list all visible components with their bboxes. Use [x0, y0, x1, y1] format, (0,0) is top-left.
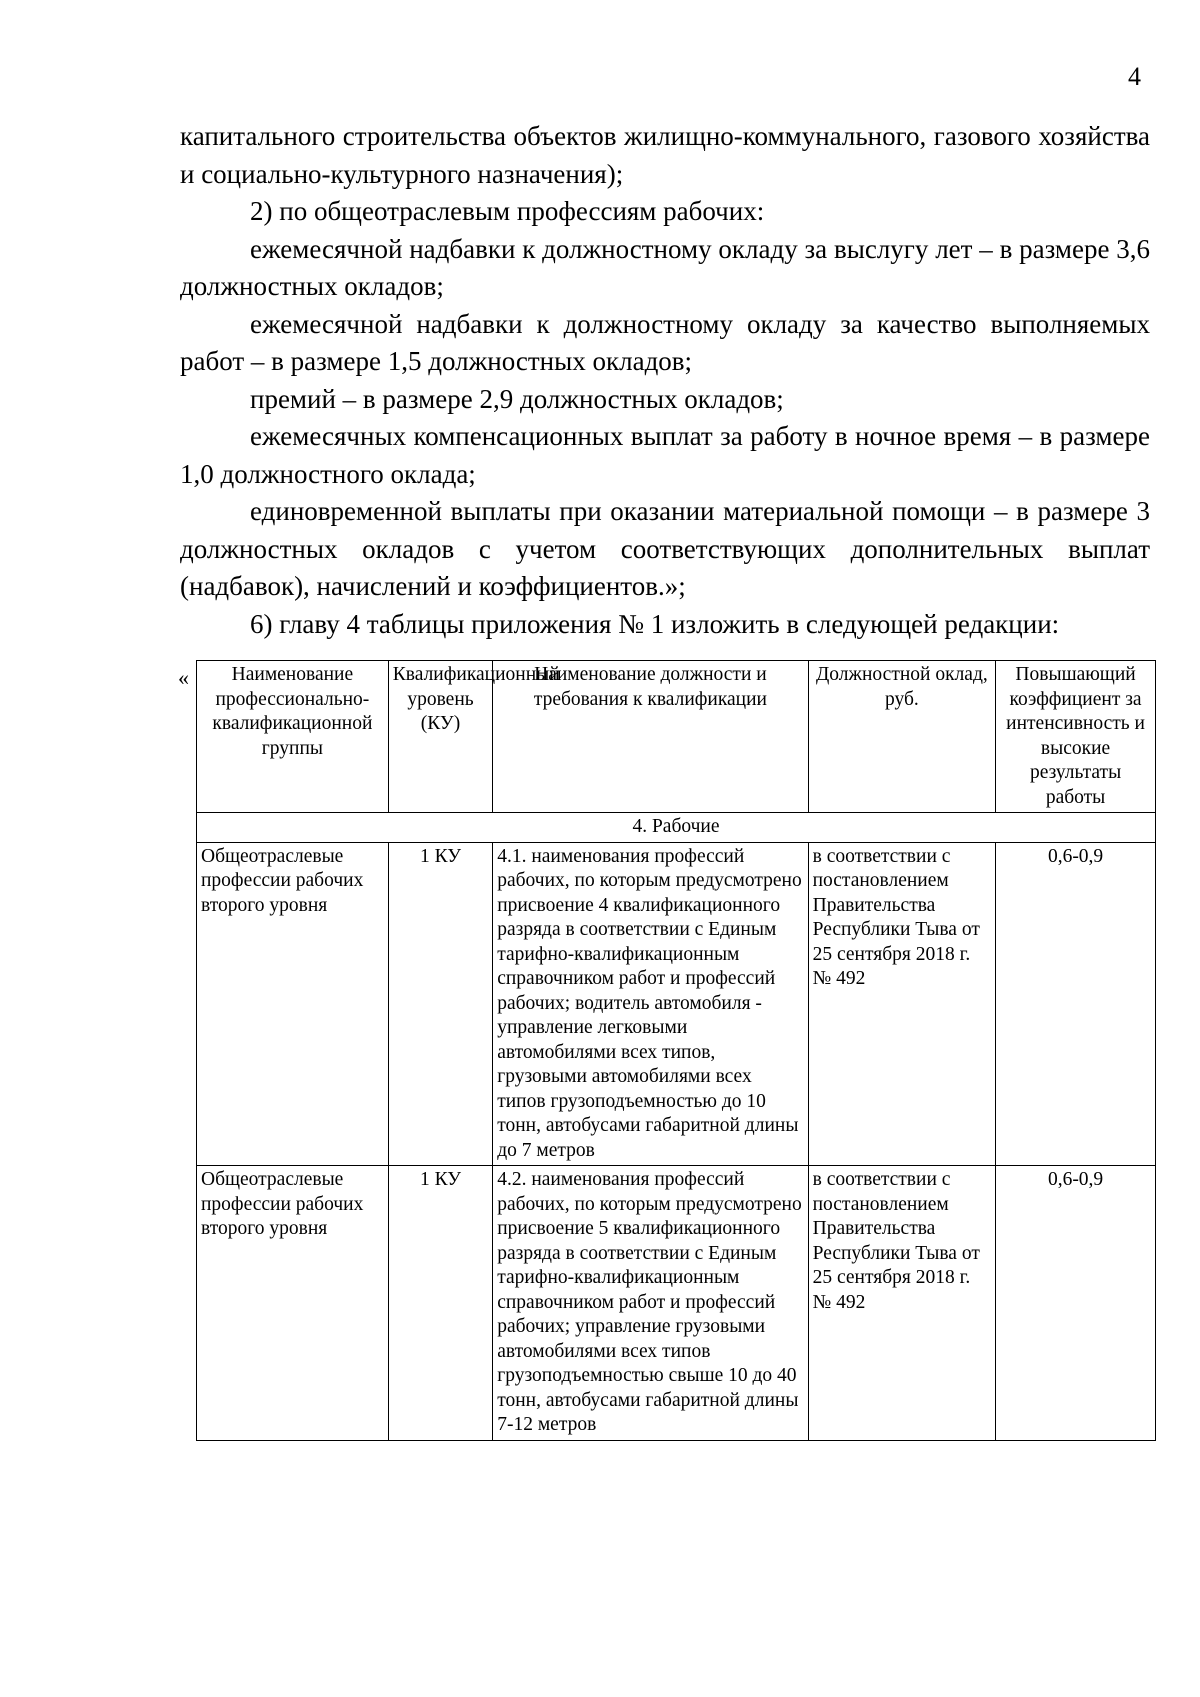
paragraph: ежемесячной надбавки к должностному окладу за качество выполняемых работ – в размере 1,5 должностных окладов;: [180, 308, 1150, 376]
qualification-table: [196, 660, 1156, 1441]
header-position: Наименование должности и требования к квалификации: [493, 661, 808, 813]
paragraph: капитального строительства объектов жилищно-коммунального, газового хозяйства и социально-культурного назначения);: [180, 121, 1150, 189]
body-text: [180, 118, 1150, 643]
cell-level: 1 КУ: [388, 1166, 492, 1441]
table-row: [197, 1166, 1156, 1441]
cell-level: 1 КУ: [388, 842, 492, 1166]
paragraph: премий – в размере 2,9 должностных окладов;: [250, 383, 784, 414]
cell-salary: в соответствии с постановлением Правительства Республики Тыва от 25 сентября 2018 г. № 492: [808, 1166, 996, 1441]
paragraph: 6) главу 4 таблицы приложения № 1 изложить в следующей редакции:: [250, 608, 1060, 639]
paragraph: 2) по общеотраслевым профессиям рабочих:: [250, 196, 765, 226]
cell-coefficient: 0,6-0,9: [996, 842, 1156, 1166]
header-salary: Должностной оклад, руб.: [808, 661, 996, 813]
cell-position: 4.2. наименования профессий рабочих, по которым предусмотрено присвоение 5 квалификационного разряда в соответствии с Единым тарифно-квалификационным справочником работ и профессий рабочих; управление грузовыми автомобилями всех типов грузоподъемностью свыше 10 до 40 тонн, автобусами габаритной длины 7-12 метров: [493, 1166, 808, 1441]
table-row: [197, 842, 1156, 1166]
cell-group: Общеотраслевые профессии рабочих второго уровня: [197, 842, 389, 1166]
section-row: [197, 813, 1156, 843]
header-coefficient: Повышающий коэффициент за интенсивность и высокие результаты работы: [996, 661, 1156, 813]
header-level: Квалификационный уровень (КУ): [388, 661, 492, 813]
table-header-row: [197, 661, 1156, 813]
cell-coefficient: 0,6-0,9: [996, 1166, 1156, 1441]
paragraph: единовременной выплаты при оказании материальной помощи – в размере 3 должностных окладов с учетом соответствующих дополнительных выплат (надбавок), начислений и коэффициентов.»;: [180, 496, 1150, 601]
section-title: 4. Рабочие: [197, 813, 1156, 843]
header-group: Наименование профессионально-квалификационной группы: [197, 661, 389, 813]
cell-group: Общеотраслевые профессии рабочих второго уровня: [197, 1166, 389, 1441]
cell-salary: в соответствии с постановлением Правительства Республики Тыва от 25 сентября 2018 г. № 492: [808, 842, 996, 1166]
cell-position: 4.1. наименования профессий рабочих, по которым предусмотрено присвоение 4 квалификационного разряда в соответствии с Единым тарифно-квалификационным справочником работ и профессий рабочих; водитель автомобиля - управление легковыми автомобилями всех типов, грузовыми автомобилями всех типов грузоподъемностью до 10 тонн, автобусами габаритной длины до 7 метров: [493, 842, 808, 1166]
page-number: 4: [1128, 62, 1141, 91]
paragraph: ежемесячной надбавки к должностному окладу за выслугу лет – в размере 3,6 должностных окладов;: [180, 233, 1150, 301]
open-quote: «: [178, 665, 189, 690]
paragraph: ежемесячных компенсационных выплат за работу в ночное время – в размере 1,0 должностного оклада;: [180, 421, 1150, 489]
